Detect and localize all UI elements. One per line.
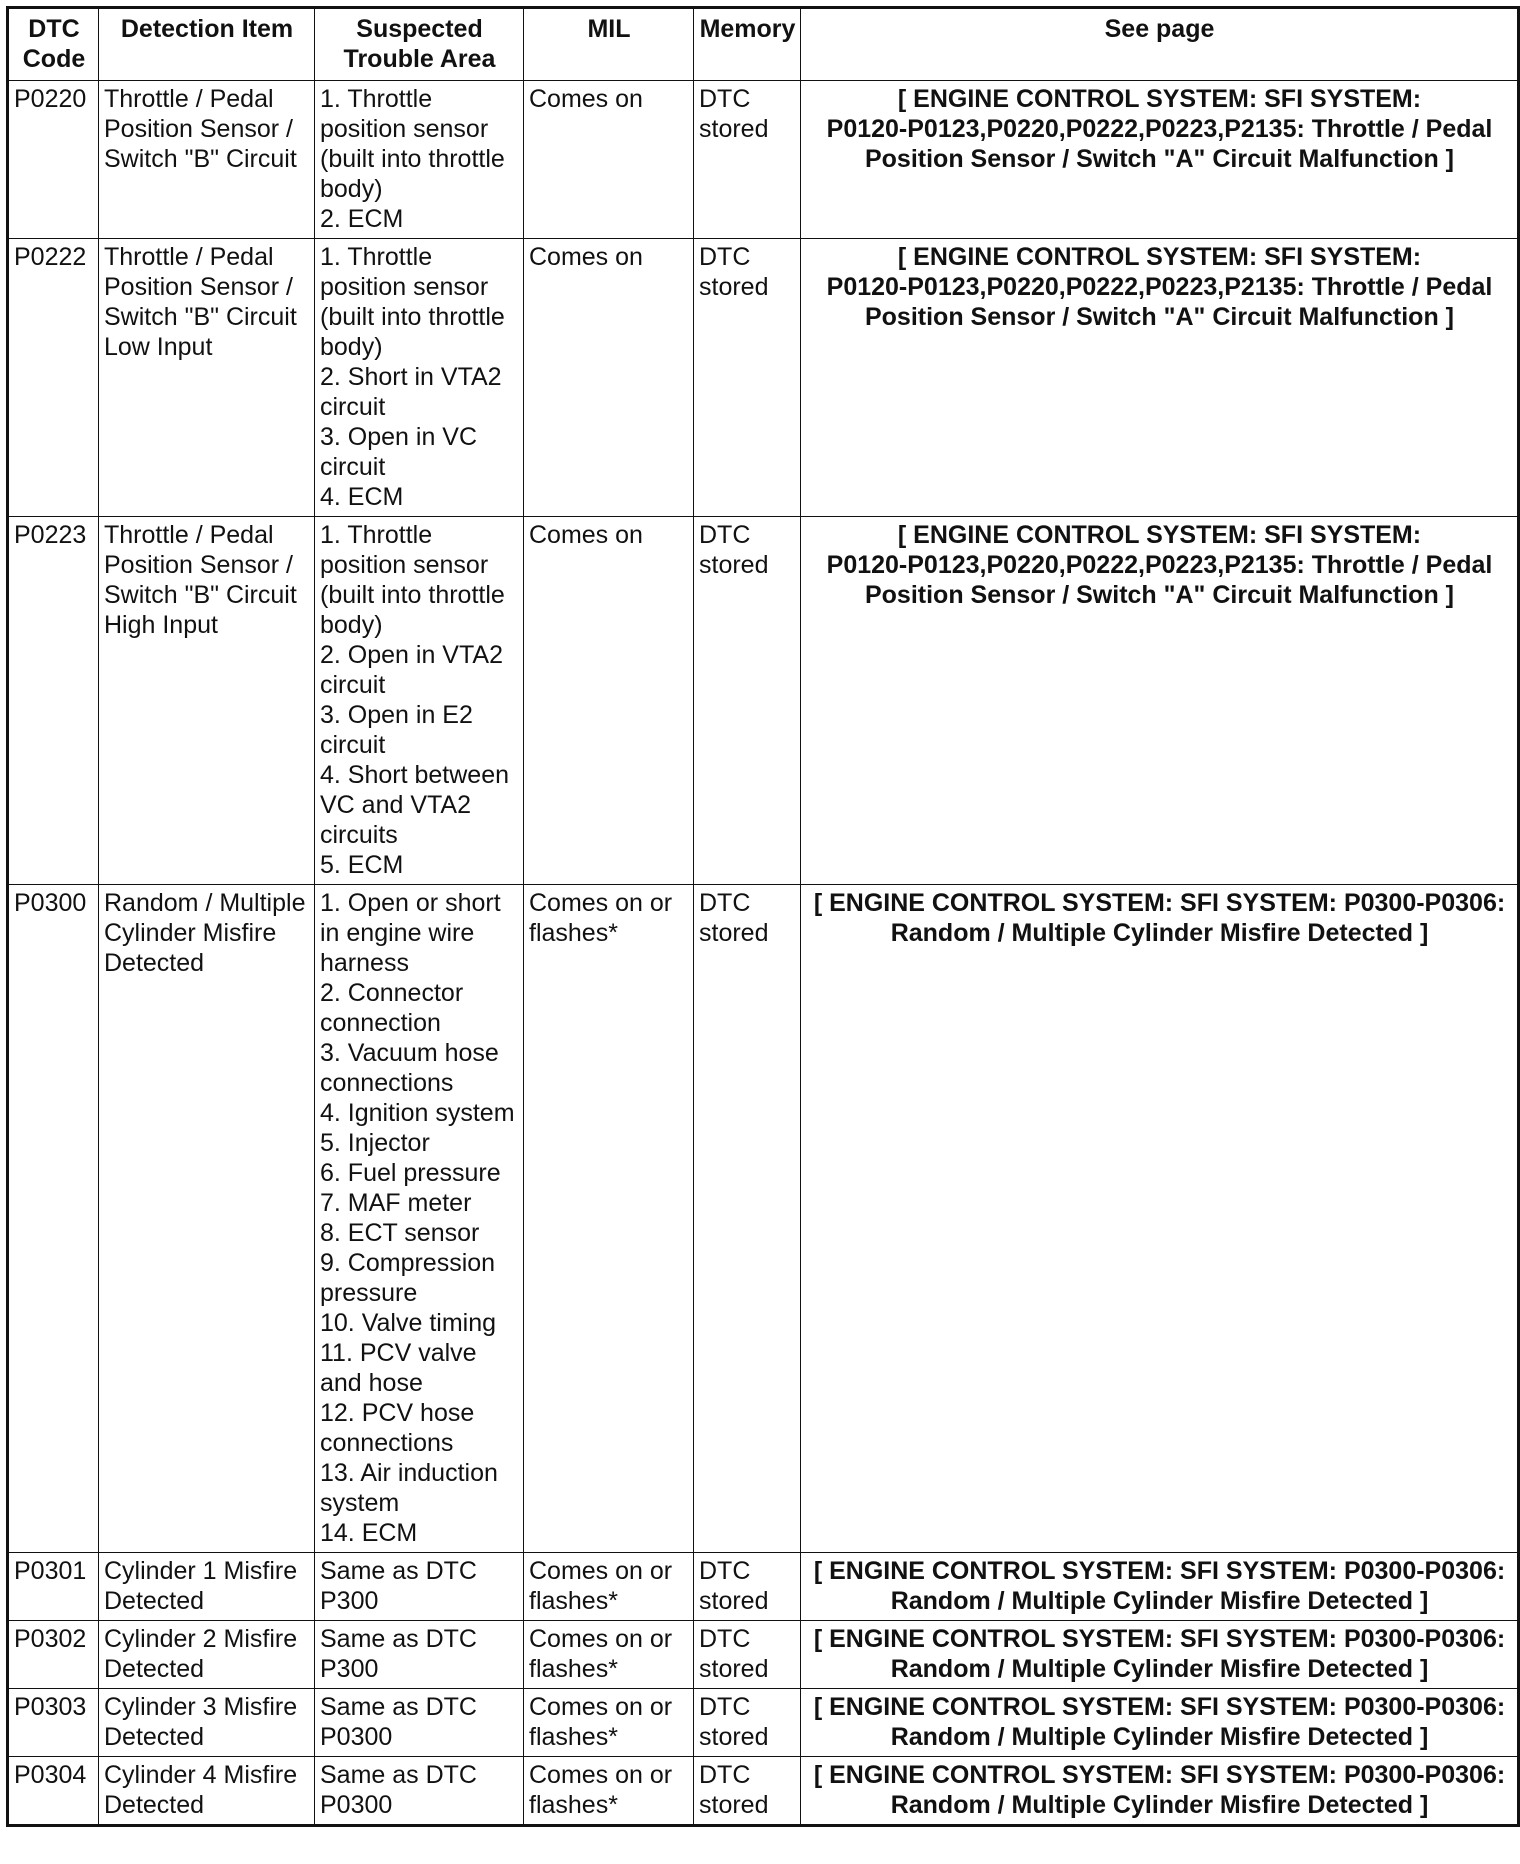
cell-text-line: Position Sensor /: [104, 115, 293, 143]
memory-cell: [694, 1553, 801, 1621]
cell-text-line: Same as DTC: [320, 1557, 477, 1585]
mil-cell: [524, 1689, 694, 1757]
cell-text-line: Cylinder 3 Misfire: [104, 1693, 298, 1721]
cell-text-line: 4. Ignition system: [320, 1099, 515, 1127]
cell-text-line: Detected: [104, 1791, 205, 1819]
cell-text-line: Comes on or: [529, 1625, 673, 1653]
cell-text-line: connection: [320, 1009, 441, 1037]
cell-text-line: circuit: [320, 453, 386, 481]
cell-text-line: DTC: [699, 1693, 751, 1721]
detection-item-cell: [99, 239, 315, 517]
see-page-reference-line: [ ENGINE CONTROL SYSTEM: SFI SYSTEM: P0300-P0306:: [813, 1557, 1506, 1585]
header-text-line: MIL: [587, 15, 631, 43]
cell-text-line: Throttle / Pedal: [104, 85, 274, 113]
cell-text-line: Detected: [104, 949, 205, 977]
memory-cell: [694, 1689, 801, 1757]
mil-cell: [524, 517, 694, 885]
cell-text-line: 5. ECM: [320, 851, 404, 879]
cell-text-line: stored: [699, 1655, 769, 1683]
cell-text-line: DTC: [699, 85, 751, 113]
dtc-code-cell: P0300: [8, 885, 99, 1553]
header-see-page: [801, 8, 1519, 81]
cell-text-line: position sensor: [320, 115, 489, 143]
cell-text-line: P0300: [320, 1791, 393, 1819]
cell-text-line: Comes on or: [529, 1761, 673, 1789]
cell-text-line: Comes on or: [529, 1557, 673, 1585]
cell-text-line: pressure: [320, 1279, 418, 1307]
cell-text-line: Same as DTC: [320, 1625, 477, 1653]
cell-text-line: 4. Short between: [320, 761, 510, 789]
cell-text-line: body): [320, 611, 383, 639]
see-page-cell: [801, 1621, 1519, 1689]
cell-text-line: circuit: [320, 731, 386, 759]
cell-text-line: P300: [320, 1655, 379, 1683]
dtc-code-cell: P0302: [8, 1621, 99, 1689]
dtc-table: [6, 6, 1520, 1827]
cell-text-line: Throttle / Pedal: [104, 521, 274, 549]
cell-text-line: flashes*: [529, 1655, 618, 1683]
cell-text-line: Same as DTC: [320, 1761, 477, 1789]
cell-text-line: (built into throttle: [320, 145, 505, 173]
detection-item-cell: [99, 1553, 315, 1621]
memory-cell: [694, 239, 801, 517]
see-page-reference-line: Random / Multiple Cylinder Misfire Detected ]: [890, 1655, 1429, 1683]
cell-text-line: Cylinder 2 Misfire: [104, 1625, 298, 1653]
cell-text-line: 3. Vacuum hose: [320, 1039, 499, 1067]
table-row: [8, 1621, 1519, 1689]
cell-text-line: Detected: [104, 1587, 205, 1615]
see-page-reference-line: Position Sensor / Switch "A" Circuit Malfunction ]: [864, 145, 1454, 173]
cell-text-line: 1. Throttle: [320, 85, 433, 113]
cell-text-line: 1. Open or short: [320, 889, 501, 917]
table-header: [8, 8, 1519, 81]
memory-cell: [694, 885, 801, 1553]
cell-text-line: position sensor: [320, 551, 489, 579]
cell-text-line: body): [320, 175, 383, 203]
cell-text-line: position sensor: [320, 273, 489, 301]
cell-text-line: 3. Open in E2: [320, 701, 473, 729]
see-page-reference-line: Random / Multiple Cylinder Misfire Detected ]: [890, 919, 1429, 947]
cell-text-line: and hose: [320, 1369, 423, 1397]
mil-cell: [524, 1553, 694, 1621]
see-page-reference-line: P0120-P0123,P0220,P0222,P0223,P2135: Throttle / Pedal: [826, 115, 1493, 143]
suspected-trouble-area-cell: [315, 885, 524, 1553]
cell-text-line: 13. Air induction: [320, 1459, 498, 1487]
cell-text-line: 6. Fuel pressure: [320, 1159, 501, 1187]
cell-text-line: 2. Connector: [320, 979, 464, 1007]
cell-text-line: stored: [699, 1791, 769, 1819]
cell-text-line: VC and VTA2: [320, 791, 472, 819]
cell-text-line: stored: [699, 115, 769, 143]
suspected-trouble-area-cell: [315, 239, 524, 517]
suspected-trouble-area-cell: [315, 1757, 524, 1826]
cell-text-line: P300: [320, 1587, 379, 1615]
cell-text-line: Position Sensor /: [104, 273, 293, 301]
detection-item-cell: [99, 1621, 315, 1689]
header-text-line: Detection Item: [120, 15, 294, 43]
see-page-cell: [801, 517, 1519, 885]
cell-text-line: Detected: [104, 1723, 205, 1751]
mil-cell: [524, 81, 694, 239]
dtc-code-cell: P0220: [8, 81, 99, 239]
detection-item-cell: [99, 81, 315, 239]
cell-text-line: Throttle / Pedal: [104, 243, 274, 271]
header-text-line: Memory: [699, 15, 796, 43]
cell-text-line: flashes*: [529, 1723, 618, 1751]
header-text-line: Suspected: [356, 15, 483, 43]
cell-text-line: flashes*: [529, 1791, 618, 1819]
see-page-reference-line: Random / Multiple Cylinder Misfire Detected ]: [890, 1723, 1429, 1751]
see-page-reference-line: Position Sensor / Switch "A" Circuit Malfunction ]: [864, 581, 1454, 609]
cell-text-line: 4. ECM: [320, 483, 404, 511]
cell-text-line: Cylinder Misfire: [104, 919, 277, 947]
cell-text-line: stored: [699, 919, 769, 947]
mil-cell: [524, 239, 694, 517]
suspected-trouble-area-cell: [315, 1621, 524, 1689]
cell-text-line: P0300: [320, 1723, 393, 1751]
cell-text-line: Detected: [104, 1655, 205, 1683]
suspected-trouble-area-cell: [315, 81, 524, 239]
dtc-code-cell: P0222: [8, 239, 99, 517]
cell-text-line: Comes on: [529, 243, 643, 271]
see-page-reference-line: [ ENGINE CONTROL SYSTEM: SFI SYSTEM:: [897, 243, 1422, 271]
cell-text-line: Switch "B" Circuit: [104, 145, 297, 173]
see-page-cell: [801, 1757, 1519, 1826]
cell-text-line: Comes on: [529, 85, 643, 113]
see-page-cell: [801, 81, 1519, 239]
cell-text-line: 9. Compression: [320, 1249, 496, 1277]
header-memory: [694, 8, 801, 81]
see-page-reference-line: [ ENGINE CONTROL SYSTEM: SFI SYSTEM:: [897, 85, 1422, 113]
cell-text-line: (built into throttle: [320, 581, 505, 609]
see-page-reference-line: [ ENGINE CONTROL SYSTEM: SFI SYSTEM: P0300-P0306:: [813, 1625, 1506, 1653]
cell-text-line: 11. PCV valve: [320, 1339, 477, 1367]
cell-text-line: Comes on or: [529, 1693, 673, 1721]
cell-text-line: 8. ECT sensor: [320, 1219, 480, 1247]
cell-text-line: 14. ECM: [320, 1519, 418, 1547]
see-page-reference-line: Random / Multiple Cylinder Misfire Detected ]: [890, 1791, 1429, 1819]
cell-text-line: flashes*: [529, 919, 618, 947]
cell-text-line: 5. Injector: [320, 1129, 430, 1157]
cell-text-line: 2. Short in VTA2: [320, 363, 502, 391]
suspected-trouble-area-cell: [315, 1553, 524, 1621]
detection-item-cell: [99, 1757, 315, 1826]
cell-text-line: Same as DTC: [320, 1693, 477, 1721]
cell-text-line: Switch "B" Circuit: [104, 303, 297, 331]
see-page-reference-line: [ ENGINE CONTROL SYSTEM: SFI SYSTEM: P0300-P0306:: [813, 1693, 1506, 1721]
cell-text-line: stored: [699, 1587, 769, 1615]
cell-text-line: 3. Open in VC: [320, 423, 478, 451]
header-row: [8, 8, 1519, 81]
cell-text-line: 1. Throttle: [320, 243, 433, 271]
dtc-code-cell: P0223: [8, 517, 99, 885]
cell-text-line: High Input: [104, 611, 218, 639]
memory-cell: [694, 517, 801, 885]
cell-text-line: 10. Valve timing: [320, 1309, 497, 1337]
header-text-line: Code: [22, 45, 86, 73]
cell-text-line: DTC: [699, 521, 751, 549]
cell-text-line: 2. ECM: [320, 205, 404, 233]
cell-text-line: 12. PCV hose: [320, 1399, 475, 1427]
cell-text-line: Position Sensor /: [104, 551, 293, 579]
table-row: [8, 517, 1519, 885]
cell-text-line: Cylinder 1 Misfire: [104, 1557, 298, 1585]
cell-text-line: in engine wire: [320, 919, 475, 947]
table-row: [8, 885, 1519, 1553]
memory-cell: [694, 81, 801, 239]
suspected-trouble-area-cell: [315, 517, 524, 885]
cell-text-line: circuit: [320, 671, 386, 699]
header-text-line: Trouble Area: [343, 45, 496, 73]
cell-text-line: circuit: [320, 393, 386, 421]
table-row: [8, 1553, 1519, 1621]
memory-cell: [694, 1757, 801, 1826]
suspected-trouble-area-cell: [315, 1689, 524, 1757]
cell-text-line: Comes on: [529, 521, 643, 549]
cell-text-line: system: [320, 1489, 400, 1517]
cell-text-line: stored: [699, 1723, 769, 1751]
see-page-reference-line: Random / Multiple Cylinder Misfire Detected ]: [890, 1587, 1429, 1615]
cell-text-line: stored: [699, 551, 769, 579]
cell-text-line: 7. MAF meter: [320, 1189, 472, 1217]
mil-cell: [524, 885, 694, 1553]
table-body: [8, 81, 1519, 1826]
dtc-code-cell: P0303: [8, 1689, 99, 1757]
header-text-line: See page: [1104, 15, 1215, 43]
cell-text-line: 2. Open in VTA2: [320, 641, 503, 669]
cell-text-line: harness: [320, 949, 409, 977]
cell-text-line: Switch "B" Circuit: [104, 581, 297, 609]
table-row: [8, 1689, 1519, 1757]
see-page-cell: [801, 885, 1519, 1553]
cell-text-line: flashes*: [529, 1587, 618, 1615]
table-row: [8, 239, 1519, 517]
table-row: [8, 81, 1519, 239]
see-page-cell: [801, 1553, 1519, 1621]
cell-text-line: connections: [320, 1069, 454, 1097]
cell-text-line: (built into throttle: [320, 303, 505, 331]
see-page-reference-line: [ ENGINE CONTROL SYSTEM: SFI SYSTEM: P0300-P0306:: [813, 1761, 1506, 1789]
cell-text-line: Cylinder 4 Misfire: [104, 1761, 298, 1789]
cell-text-line: DTC: [699, 243, 751, 271]
cell-text-line: circuits: [320, 821, 398, 849]
memory-cell: [694, 1621, 801, 1689]
cell-text-line: stored: [699, 273, 769, 301]
cell-text-line: DTC: [699, 889, 751, 917]
cell-text-line: Comes on or: [529, 889, 673, 917]
mil-cell: [524, 1621, 694, 1689]
see-page-reference-line: P0120-P0123,P0220,P0222,P0223,P2135: Throttle / Pedal: [826, 551, 1493, 579]
cell-text-line: connections: [320, 1429, 454, 1457]
cell-text-line: Low Input: [104, 333, 213, 361]
detection-item-cell: [99, 1689, 315, 1757]
mil-cell: [524, 1757, 694, 1826]
see-page-reference-line: Position Sensor / Switch "A" Circuit Malfunction ]: [864, 303, 1454, 331]
see-page-cell: [801, 239, 1519, 517]
cell-text-line: DTC: [699, 1761, 751, 1789]
see-page-cell: [801, 1689, 1519, 1757]
see-page-reference-line: P0120-P0123,P0220,P0222,P0223,P2135: Throttle / Pedal: [826, 273, 1493, 301]
header-detection-item: [99, 8, 315, 81]
header-text-line: DTC: [28, 15, 80, 43]
cell-text-line: DTC: [699, 1625, 751, 1653]
table-row: [8, 1757, 1519, 1826]
header-mil: [524, 8, 694, 81]
cell-text-line: 1. Throttle: [320, 521, 433, 549]
dtc-code-cell: P0304: [8, 1757, 99, 1826]
see-page-reference-line: [ ENGINE CONTROL SYSTEM: SFI SYSTEM:: [897, 521, 1422, 549]
cell-text-line: Random / Multiple: [104, 889, 306, 917]
header-suspected-trouble-area: [315, 8, 524, 81]
dtc-code-cell: P0301: [8, 1553, 99, 1621]
detection-item-cell: [99, 885, 315, 1553]
cell-text-line: body): [320, 333, 383, 361]
header-dtc-code: [8, 8, 99, 81]
see-page-reference-line: [ ENGINE CONTROL SYSTEM: SFI SYSTEM: P0300-P0306:: [813, 889, 1506, 917]
cell-text-line: DTC: [699, 1557, 751, 1585]
detection-item-cell: [99, 517, 315, 885]
